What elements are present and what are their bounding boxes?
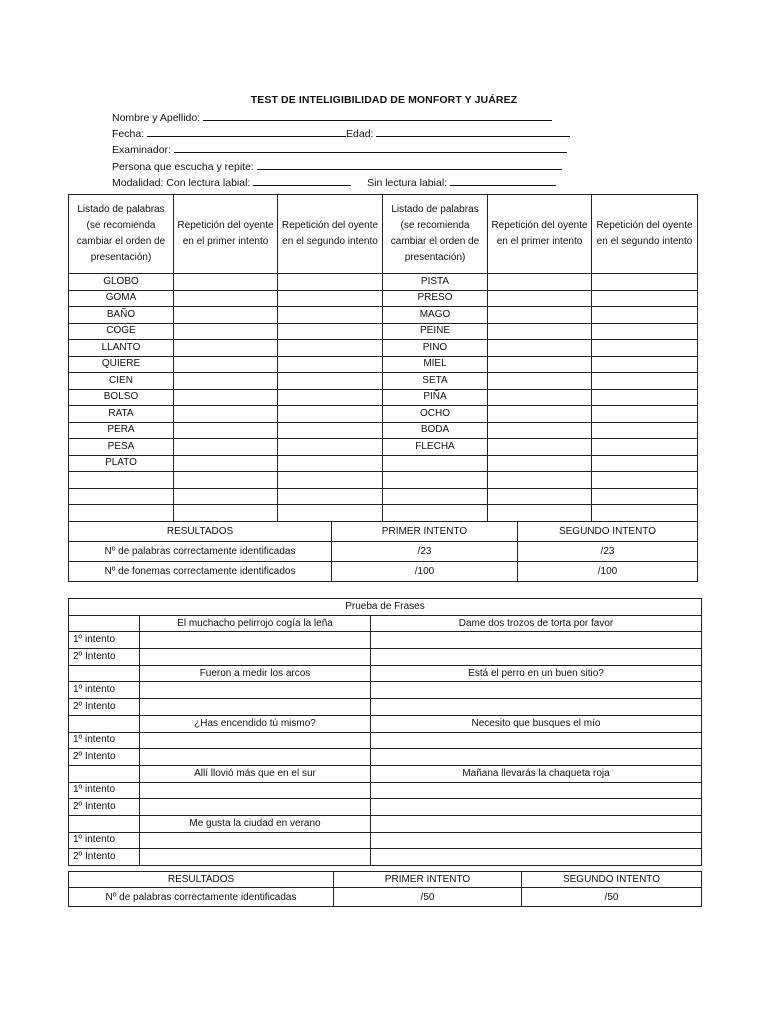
word-b: OCHO [383,406,488,423]
word-b [383,472,488,489]
sentence-row [69,815,702,832]
answer-cell[interactable] [278,290,383,307]
answer-cell[interactable] [174,274,278,291]
header-word-list-b: Listado de palabras (se recomienda cambiar el orden de presentación) [383,195,488,274]
word-a: GOMA [69,290,174,307]
answer-cell[interactable] [278,340,383,357]
attempt-row [69,849,702,866]
modality-row [112,175,570,191]
word-a [69,472,174,489]
answer-cell[interactable] [592,356,698,373]
no-lip-reading-blank[interactable] [450,175,556,186]
attempt-row [69,782,702,799]
sentence-right [371,815,702,832]
table-row [69,323,698,340]
sentence-spacer [69,765,140,782]
word-a: PLATO [69,455,174,472]
answer-cell[interactable] [488,488,592,505]
sentence-row [69,765,702,782]
answer-cell[interactable] [592,422,698,439]
attempt-cell[interactable] [140,632,371,649]
answer-cell[interactable] [278,422,383,439]
header-form [112,110,570,191]
table-row [69,340,698,357]
header-first-attempt-a: Repetición del oyente en el primer intento [174,195,278,274]
answer-cell[interactable] [278,373,383,390]
word-a: GLOBO [69,274,174,291]
first-attempt-label: 1º intento [69,632,140,649]
header-second-attempt-b: Repetición del oyente en el segundo intento [592,195,698,274]
header-word-list-a: Listado de palabras (se recomienda cambiar el orden de presentación) [69,195,174,274]
answer-cell[interactable] [488,307,592,324]
answer-cell[interactable] [278,439,383,456]
answer-cell[interactable] [174,422,278,439]
age-label: Edad: [346,128,374,141]
sentences-first-header: PRIMER INTENTO [334,872,522,888]
word-b: BODA [383,422,488,439]
table-row [69,274,698,291]
word-b: PISTA [383,274,488,291]
first-attempt-label: 1º intento [69,782,140,799]
answer-cell[interactable] [174,472,278,489]
answer-cell[interactable] [174,373,278,390]
answer-cell[interactable] [278,472,383,489]
age-blank[interactable] [376,126,570,137]
sentence-row [69,665,702,682]
attempt-row [69,799,702,816]
table-row [69,455,698,472]
word-a: COGE [69,323,174,340]
answer-cell[interactable] [174,340,278,357]
sentence-spacer [69,615,140,632]
answer-cell[interactable] [278,455,383,472]
answer-cell[interactable] [174,439,278,456]
sentences-title: Prueba de Frases [69,599,702,616]
header-second-attempt-a: Repetición del oyente en el segundo intento [278,195,383,274]
sentences-second-header: SEGUNDO INTENTO [522,872,702,888]
answer-cell[interactable] [592,488,698,505]
date-blank[interactable] [147,126,346,137]
sentence-spacer [69,715,140,732]
first-attempt-label: 1º intento [69,732,140,749]
answer-cell[interactable] [174,455,278,472]
attempt-row [69,699,702,716]
word-a [69,488,174,505]
phonemes-correct-first[interactable]: /100 [332,562,518,582]
attempt-cell[interactable] [140,682,371,699]
first-attempt-label: 1º intento [69,682,140,699]
answer-cell[interactable] [488,340,592,357]
date-label: Fecha: [112,128,145,141]
attempt-cell[interactable] [371,649,702,666]
answer-cell[interactable] [174,356,278,373]
answer-cell[interactable] [174,323,278,340]
answer-cell[interactable] [488,505,592,522]
document-title: TEST DE INTELIGIBILIDAD DE MONFORT Y JUÁREZ [250,94,518,106]
answer-cell[interactable] [174,389,278,406]
attempt-cell[interactable] [371,682,702,699]
answer-cell[interactable] [174,406,278,423]
sentences-title-row [69,599,702,616]
answer-cell[interactable] [592,406,698,423]
answer-cell[interactable] [592,505,698,522]
word-a [69,505,174,522]
word-a: BOLSO [69,389,174,406]
answer-cell[interactable] [592,389,698,406]
sentence-left: ¿Has encendido tú mismo? [140,715,371,732]
examiner-blank[interactable] [174,142,567,153]
listener-blank[interactable] [257,159,562,170]
word-b: PEINE [383,323,488,340]
attempt-cell[interactable] [140,832,371,849]
table-row [69,439,698,456]
table-row [69,356,698,373]
answer-cell[interactable] [278,307,383,324]
answer-cell[interactable] [174,307,278,324]
attempt-cell[interactable] [371,732,702,749]
no-lip-reading-label: Sin lectura labial: [367,176,448,189]
answer-cell[interactable] [488,356,592,373]
table-row [69,290,698,307]
answer-cell[interactable] [174,505,278,522]
word-a: BAÑO [69,307,174,324]
first-attempt-header: PRIMER INTENTO [332,522,518,542]
second-attempt-label: 2º Intento [69,849,140,866]
answer-cell[interactable] [592,340,698,357]
second-attempt-label: 2º Intento [69,649,140,666]
word-b: MAGO [383,307,488,324]
sentence-left: Allí llovió más que en el sur [140,765,371,782]
attempt-cell[interactable] [140,649,371,666]
table-row [69,373,698,390]
answer-cell[interactable] [488,455,592,472]
answer-cell[interactable] [278,356,383,373]
attempt-row [69,649,702,666]
sentences-words-row [69,888,702,907]
attempt-cell[interactable] [140,749,371,766]
attempt-cell[interactable] [371,782,702,799]
table-row [69,472,698,489]
table-row [69,307,698,324]
word-a: PERA [69,422,174,439]
second-attempt-label: 2º Intento [69,699,140,716]
attempt-cell[interactable] [371,832,702,849]
attempt-cell[interactable] [371,849,702,866]
table-row [69,389,698,406]
answer-cell[interactable] [278,274,383,291]
answer-cell[interactable] [592,472,698,489]
answer-cell[interactable] [592,373,698,390]
word-a: PESA [69,439,174,456]
word-b: PINO [383,340,488,357]
sentence-right: Dame dos trozos de torta por favor [371,615,702,632]
attempt-cell[interactable] [371,699,702,716]
second-attempt-label: 2º Intento [69,749,140,766]
answer-cell[interactable] [592,307,698,324]
answer-cell[interactable] [278,505,383,522]
attempt-row [69,732,702,749]
sentences-words-first[interactable]: /50 [334,888,522,907]
examiner-row [112,142,570,158]
word-b: SETA [383,373,488,390]
answer-cell[interactable] [488,472,592,489]
lip-reading-blank[interactable] [253,175,351,186]
attempt-cell[interactable] [140,782,371,799]
word-a: RATA [69,406,174,423]
second-attempt-header: SEGUNDO INTENTO [518,522,698,542]
listener-label: Persona que escucha y repite: [112,160,254,173]
answer-cell[interactable] [278,389,383,406]
word-b: PIÑA [383,389,488,406]
words-table [68,194,698,522]
answer-cell[interactable] [278,488,383,505]
answer-cell[interactable] [488,422,592,439]
name-blank[interactable] [203,110,552,121]
answer-cell[interactable] [278,406,383,423]
words-results-table [68,521,698,582]
name-label: Nombre y Apellido: [112,112,201,124]
word-b: FLECHA [383,439,488,456]
word-b [383,505,488,522]
attempt-cell[interactable] [371,799,702,816]
header-first-attempt-b: Repetición del oyente en el primer intento [488,195,592,274]
attempt-cell[interactable] [140,799,371,816]
words-results-header-row [69,522,698,542]
attempt-row [69,832,702,849]
sentence-right: Mañana llevarás la chaqueta roja [371,765,702,782]
word-b [383,455,488,472]
attempt-row [69,749,702,766]
answer-cell[interactable] [592,323,698,340]
listener-row [112,159,570,175]
sentence-spacer [69,665,140,682]
sentence-row [69,715,702,732]
sentence-left: El muchacho pelirrojo cogía la leña [140,615,371,632]
table-row [69,488,698,505]
second-attempt-label: 2º Intento [69,799,140,816]
answer-cell[interactable] [174,290,278,307]
word-b [383,488,488,505]
sentence-right: Necesito que busques el mío [371,715,702,732]
phonemes-correct-label: Nº de fonemas correctamente identificados [69,562,332,582]
sentences-results-header-row [69,872,702,888]
sentences-results-header: RESULTADOS [69,872,334,888]
table-row [69,505,698,522]
sentence-left: Fueron a medir los arcos [140,665,371,682]
sentences-table [68,598,702,866]
table-row [69,406,698,423]
attempt-row [69,632,702,649]
words-header-row [69,195,698,274]
name-field-row [112,110,570,126]
word-a: LLANTO [69,340,174,357]
attempt-cell[interactable] [140,849,371,866]
words-correct-first[interactable]: /23 [332,542,518,562]
sentences-words-label: Nº de palabras correctamente identificadas [69,888,334,907]
word-a: CIEN [69,373,174,390]
sentence-row [69,615,702,632]
answer-cell[interactable] [592,439,698,456]
words-correct-label: Nº de palabras correctamente identificadas [69,542,332,562]
examiner-label: Examinador: [112,144,171,157]
answer-cell[interactable] [488,323,592,340]
attempt-cell[interactable] [140,732,371,749]
attempt-cell[interactable] [371,632,702,649]
words-correct-second[interactable]: /23 [518,542,698,562]
sentences-words-second[interactable]: /50 [522,888,702,907]
answer-cell[interactable] [592,290,698,307]
answer-cell[interactable] [488,439,592,456]
sentences-results-table [68,871,702,907]
sentence-left: Me gusta la ciudad en verano [140,815,371,832]
answer-cell[interactable] [488,389,592,406]
attempt-cell[interactable] [371,749,702,766]
answer-cell[interactable] [174,488,278,505]
word-b: MIEL [383,356,488,373]
attempt-cell[interactable] [140,699,371,716]
table-row [69,422,698,439]
answer-cell[interactable] [488,373,592,390]
answer-cell[interactable] [592,455,698,472]
sentence-right: Está el perro en un buen sitio? [371,665,702,682]
date-age-row [112,126,570,142]
phonemes-correct-second[interactable]: /100 [518,562,698,582]
answer-cell[interactable] [488,406,592,423]
word-a: QUIERE [69,356,174,373]
word-b: PRESO [383,290,488,307]
first-attempt-label: 1º intento [69,832,140,849]
answer-cell[interactable] [488,290,592,307]
answer-cell[interactable] [592,274,698,291]
sentence-spacer [69,815,140,832]
answer-cell[interactable] [488,274,592,291]
words-correct-row [69,542,698,562]
modality-label: Modalidad: Con lectura labial: [112,176,251,189]
attempt-row [69,682,702,699]
answer-cell[interactable] [278,323,383,340]
phonemes-correct-row [69,562,698,582]
results-header: RESULTADOS [69,522,332,542]
